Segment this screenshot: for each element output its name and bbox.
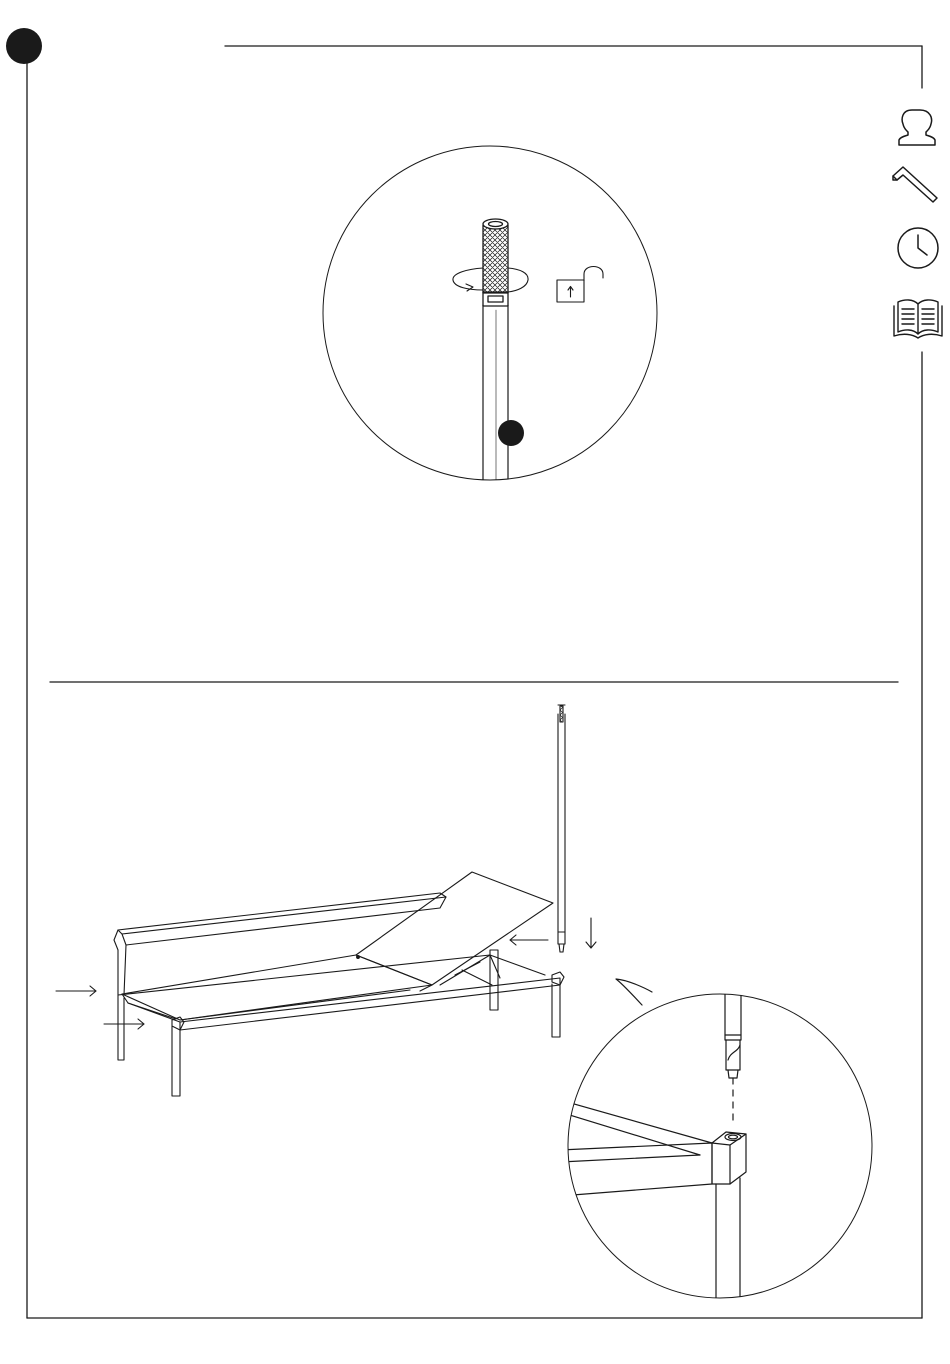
manual-book-icon xyxy=(894,300,942,338)
arrow-down xyxy=(586,918,596,948)
step-marker xyxy=(6,28,42,64)
arrow-left xyxy=(510,935,548,945)
person-icon xyxy=(899,110,935,145)
allen-key-icon xyxy=(893,167,937,202)
page-frame xyxy=(27,44,922,1318)
unlock-padlock-icon xyxy=(557,267,603,303)
lounger-pole-insert xyxy=(56,705,596,1096)
up-arrow-icon xyxy=(568,287,573,298)
pole xyxy=(558,705,565,952)
pole-socket-detail xyxy=(560,979,872,1300)
pole-unlock-detail xyxy=(323,146,657,480)
clock-icon xyxy=(898,228,938,268)
arrow-right xyxy=(56,986,96,996)
